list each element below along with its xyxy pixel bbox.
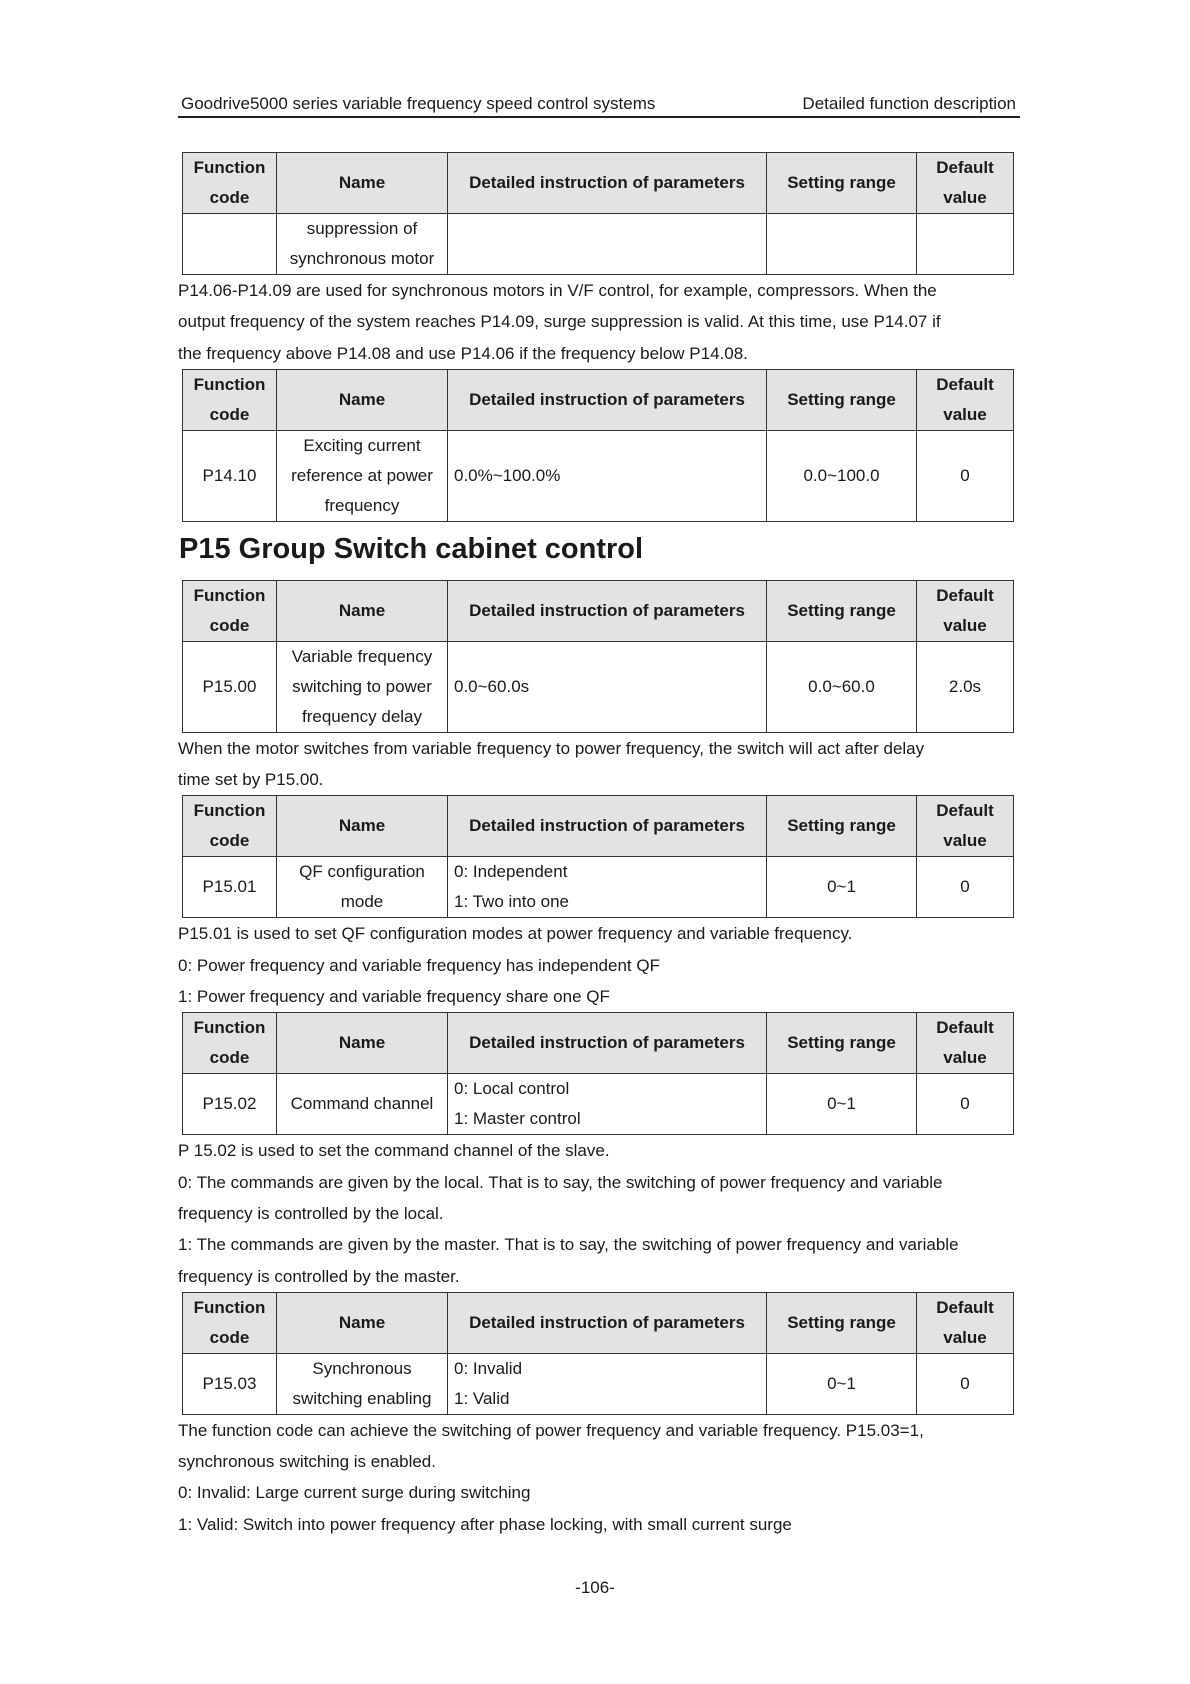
col-function-code: Function code bbox=[183, 796, 277, 857]
col-function-code: Function code bbox=[183, 1292, 277, 1353]
cell-range: 0~1 bbox=[767, 857, 917, 918]
section-title: P15 Group Switch cabinet control bbox=[179, 532, 644, 565]
col-default: Default value bbox=[917, 153, 1014, 214]
col-detail: Detailed instruction of parameters bbox=[448, 153, 767, 214]
table-header-row bbox=[183, 1292, 1014, 1353]
param-table-p15-02 bbox=[182, 1012, 1014, 1135]
cell-range bbox=[767, 214, 917, 275]
col-name: Name bbox=[277, 1013, 448, 1074]
col-function-code: Function code bbox=[183, 580, 277, 641]
table-header-row bbox=[183, 580, 1014, 641]
param-table-continued bbox=[182, 152, 1014, 275]
col-default: Default value bbox=[917, 580, 1014, 641]
col-detail: Detailed instruction of parameters bbox=[448, 796, 767, 857]
col-range: Setting range bbox=[767, 369, 917, 430]
col-function-code: Function code bbox=[183, 153, 277, 214]
header-section: Detailed function description bbox=[802, 94, 1016, 113]
cell-detail: 0: Independent 1: Two into one bbox=[448, 857, 767, 918]
cell-name: Exciting current reference at power frequency bbox=[277, 430, 448, 521]
cell-name: QF configuration mode bbox=[277, 857, 448, 918]
paragraph-switch-delay: When the motor switches from variable frequency to power frequency, the switch will act after delay time set by P15.00. bbox=[178, 738, 925, 790]
param-table-p15-00 bbox=[182, 580, 1014, 733]
cell-default: 0 bbox=[917, 857, 1014, 918]
paragraph-command-channel: P 15.02 is used to set the command channel of the slave. 0: The commands are given by the local. That is to say, the switching of power frequency and variable frequency is controlled by the local. 1: The commands are given by the master. That is to say, the switching of power frequency and variable frequency is controlled by the master. bbox=[178, 1141, 959, 1286]
col-range: Setting range bbox=[767, 580, 917, 641]
cell-detail: 0: Invalid 1: Valid bbox=[448, 1353, 767, 1414]
cell-code: P15.02 bbox=[183, 1074, 277, 1135]
table-header-row bbox=[183, 369, 1014, 430]
cell-detail: 0: Local control 1: Master control bbox=[448, 1074, 767, 1135]
cell-range: 0~1 bbox=[767, 1074, 917, 1135]
table-row bbox=[183, 430, 1014, 521]
col-range: Setting range bbox=[767, 796, 917, 857]
page-content bbox=[178, 152, 1014, 1540]
paragraph-qf-config: P15.01 is used to set QF configuration modes at power frequency and variable frequency. 0: Power frequency and variable frequency has independent QF 1: Power frequency and variable frequency share one QF bbox=[178, 924, 853, 1007]
cell-detail: 0.0~60.0s bbox=[448, 641, 767, 732]
col-function-code: Function code bbox=[183, 1013, 277, 1074]
table-row bbox=[183, 1353, 1014, 1414]
table-row bbox=[183, 641, 1014, 732]
col-default: Default value bbox=[917, 369, 1014, 430]
col-name: Name bbox=[277, 796, 448, 857]
paragraph-synchronous-switching: The function code can achieve the switching of power frequency and variable frequency. P15.03=1, synchronous switching is enabled. 0: Invalid: Large current surge during switching 1: Valid: Switch into power frequency after phase locking, with small current surge bbox=[178, 1420, 924, 1534]
cell-code bbox=[183, 214, 277, 275]
cell-name: suppression of synchronous motor bbox=[277, 214, 448, 275]
cell-range: 0~1 bbox=[767, 1353, 917, 1414]
cell-default: 0 bbox=[917, 1074, 1014, 1135]
col-detail: Detailed instruction of parameters bbox=[448, 1292, 767, 1353]
col-detail: Detailed instruction of parameters bbox=[448, 1013, 767, 1074]
param-table-p15-03 bbox=[182, 1292, 1014, 1415]
col-function-code: Function code bbox=[183, 369, 277, 430]
header-title: Goodrive5000 series variable frequency speed control systems bbox=[181, 94, 656, 113]
col-name: Name bbox=[277, 580, 448, 641]
page-header bbox=[178, 92, 1020, 118]
cell-name: Synchronous switching enabling bbox=[277, 1353, 448, 1414]
col-default: Default value bbox=[917, 1013, 1014, 1074]
table-row bbox=[183, 214, 1014, 275]
cell-default: 2.0s bbox=[917, 641, 1014, 732]
col-detail: Detailed instruction of parameters bbox=[448, 580, 767, 641]
param-table-p14-10 bbox=[182, 369, 1014, 522]
cell-code: P15.03 bbox=[183, 1353, 277, 1414]
col-name: Name bbox=[277, 1292, 448, 1353]
col-name: Name bbox=[277, 153, 448, 214]
paragraph-surge-suppression: P14.06-P14.09 are used for synchronous motors in V/F control, for example, compressors. When the output frequency of the system reaches P14.09, surge suppression is valid. At this time, use P14.07 if the frequency above P14.08 and use P14.06 if the frequency below P14.08. bbox=[178, 281, 941, 363]
cell-name: Command channel bbox=[277, 1074, 448, 1135]
col-default: Default value bbox=[917, 796, 1014, 857]
page-number: -106- bbox=[575, 1578, 615, 1597]
cell-name: Variable frequency switching to power frequency delay bbox=[277, 641, 448, 732]
table-row bbox=[183, 857, 1014, 918]
cell-range: 0.0~100.0 bbox=[767, 430, 917, 521]
table-header-row bbox=[183, 153, 1014, 214]
cell-default bbox=[917, 214, 1014, 275]
col-range: Setting range bbox=[767, 1013, 917, 1074]
cell-code: P15.00 bbox=[183, 641, 277, 732]
table-header-row bbox=[183, 796, 1014, 857]
table-header-row bbox=[183, 1013, 1014, 1074]
col-range: Setting range bbox=[767, 1292, 917, 1353]
table-row bbox=[183, 1074, 1014, 1135]
col-detail: Detailed instruction of parameters bbox=[448, 369, 767, 430]
cell-default: 0 bbox=[917, 430, 1014, 521]
cell-range: 0.0~60.0 bbox=[767, 641, 917, 732]
cell-detail: 0.0%~100.0% bbox=[448, 430, 767, 521]
col-name: Name bbox=[277, 369, 448, 430]
col-range: Setting range bbox=[767, 153, 917, 214]
cell-code: P15.01 bbox=[183, 857, 277, 918]
cell-code: P14.10 bbox=[183, 430, 277, 521]
cell-default: 0 bbox=[917, 1353, 1014, 1414]
cell-detail bbox=[448, 214, 767, 275]
col-default: Default value bbox=[917, 1292, 1014, 1353]
param-table-p15-01 bbox=[182, 795, 1014, 918]
